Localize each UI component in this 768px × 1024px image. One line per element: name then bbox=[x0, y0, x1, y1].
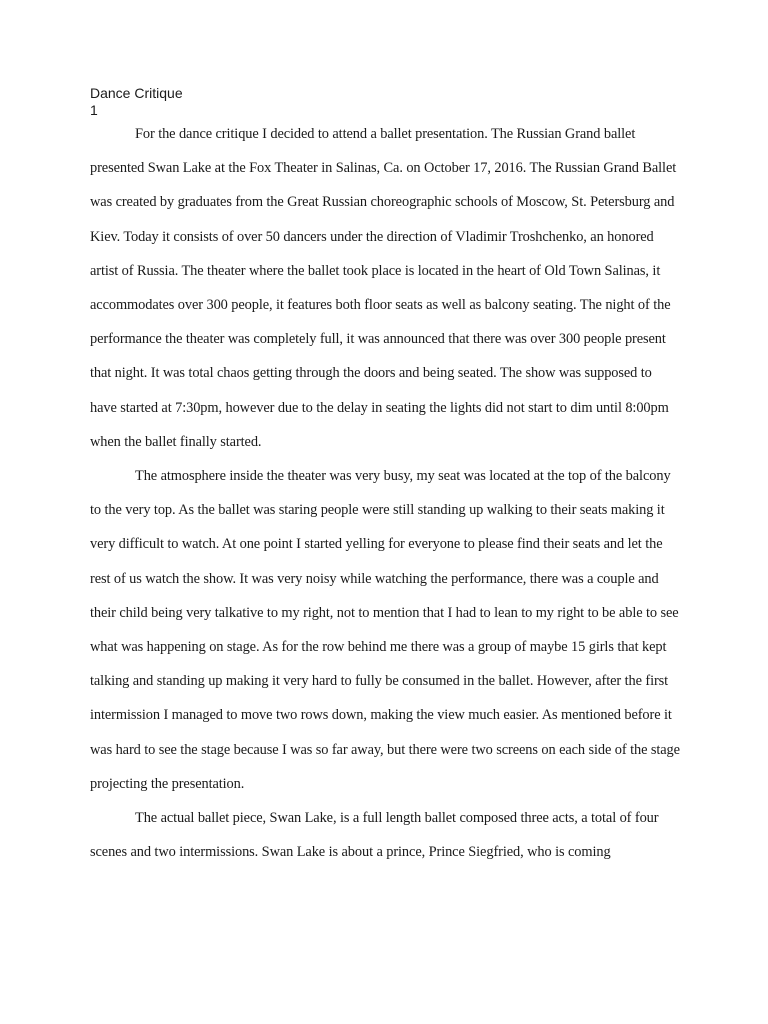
paragraph: The atmosphere inside the theater was very busy, my seat was located at the top of the balcony to the very top. As the ballet was staring people were still standing up walking to their seats making it very difficult to watch. At one point I started yelling for everyone to please find their seats and let the rest of us watch the show. It was very noisy while watching the performance, there was a couple and their child being very talkative to my right, not to mention that I had to lean to my right to be able to see what was happening on stage. As for the row behind me there was a group of maybe 15 girls that kept talking and standing up making it very hard to fully be consumed in the ballet. However, after the first intermission I managed to move two rows down, making the view much easier. As mentioned before it was hard to see the stage because I was so far away, but there were two screens on each side of the stage projecting the presentation. bbox=[90, 468, 680, 792]
page-number: 1 bbox=[90, 102, 98, 118]
page-header bbox=[90, 84, 183, 119]
document-body bbox=[90, 117, 682, 869]
paragraph: The actual ballet piece, Swan Lake, is a full length ballet composed three acts, a total of four scenes and two intermissions. Swan Lake is about a prince, Prince Siegfried, who is coming bbox=[90, 810, 659, 861]
document-title: Dance Critique bbox=[90, 85, 183, 101]
paragraph: For the dance critique I decided to attend a ballet presentation. The Russian Grand ballet presented Swan Lake at the Fox Theater in Salinas, Ca. on October 17, 2016. The Russian Grand Ballet was created by graduates from the Great Russian choreographic schools of Moscow, St. Petersburg and Kiev. Today it consists of over 50 dancers under the direction of Vladimir Troshchenko, an honored artist of Russia. The theater where the ballet took place is located in the heart of Old Town Salinas, it accommodates over 300 people, it features both floor seats as well as balcony seating. The night of the performance the theater was completely full, it was announced that there was over 300 people present that night. It was total chaos getting through the doors and being seated. The show was supposed to have started at 7:30pm, however due to the delay in seating the lights did not start to dim until 8:00pm when the ballet finally started. bbox=[90, 126, 677, 450]
